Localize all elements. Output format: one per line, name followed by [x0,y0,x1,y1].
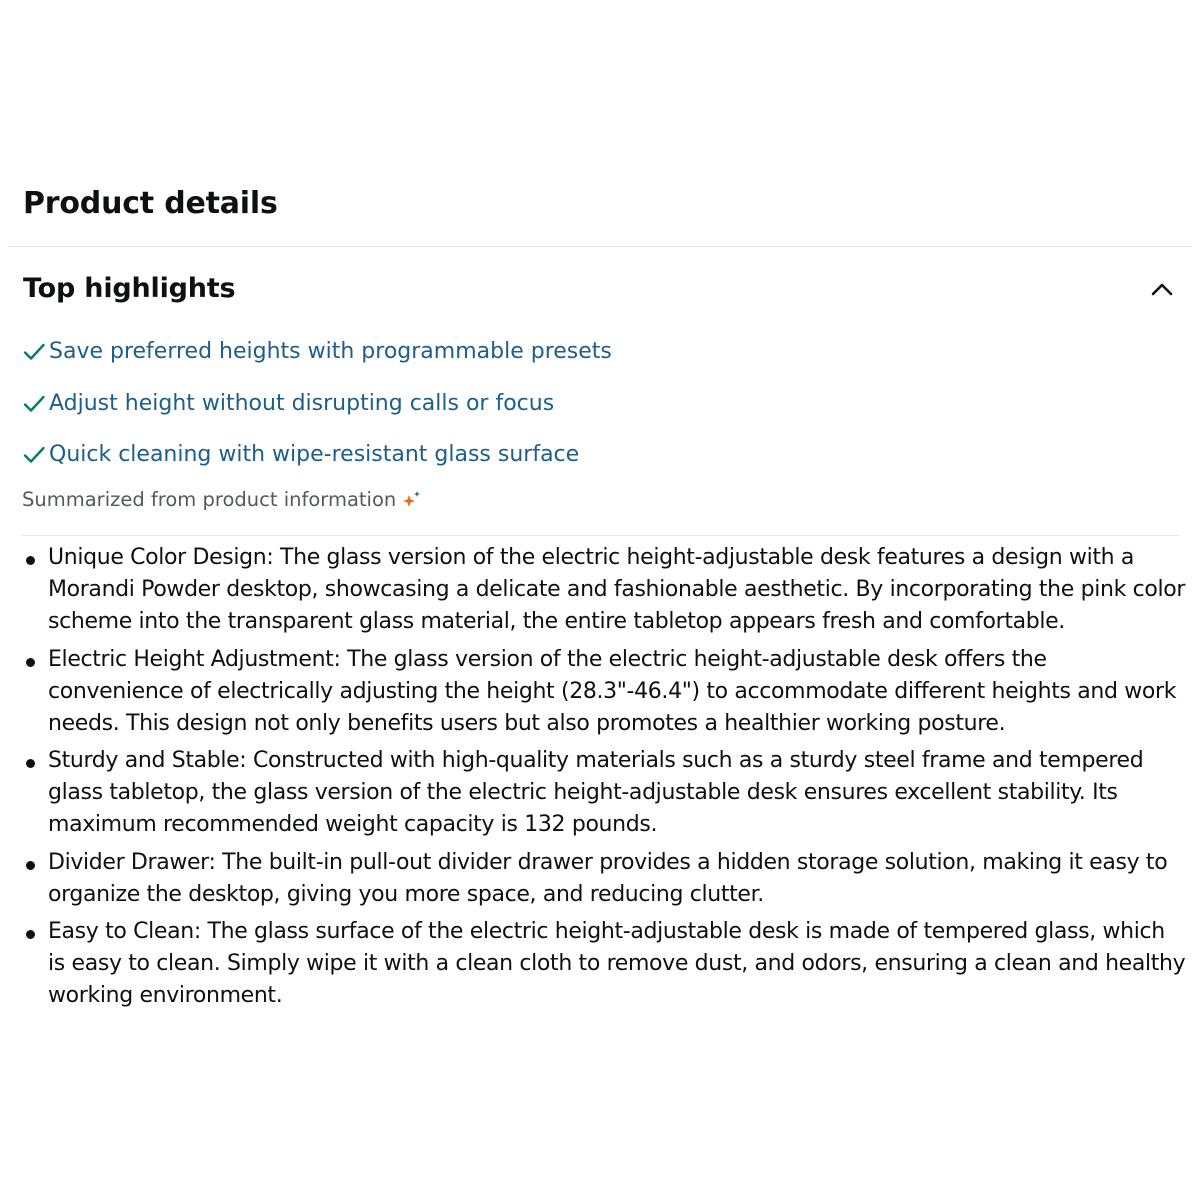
bullet-text: Easy to Clean: The glass surface of the electric height-adjustable desk is made of tempered glass, which is easy to clean. Simply wipe it with a clean cloth to remove dust, and odors, ensuring a clean and healthy working environment. [48,919,1186,1008]
summary-note-text: Summarized from product information [22,488,397,511]
bullet-item [22,847,1187,911]
bullet-item [22,916,1187,1012]
bullet-dot [26,556,35,565]
highlight-text[interactable]: Quick cleaning with wipe-resistant glass surface [49,442,580,467]
chevron-up-icon [1151,282,1173,296]
sparkle-icon [401,489,423,511]
top-highlights-title: Top highlights [23,273,236,304]
bullet-dot [26,759,35,768]
top-highlights-header[interactable] [23,268,1173,312]
collapse-toggle-button[interactable] [1145,272,1179,306]
highlight-item[interactable] [22,336,612,388]
highlight-text[interactable]: Save preferred heights with programmable presets [49,339,612,364]
product-details-title: Product details [23,186,278,221]
highlight-item[interactable] [22,439,612,491]
bullet-text: Electric Height Adjustment: The glass version of the electric height-adjustable desk offers the convenience of electrically adjusting the height (28.3"-46.4") to accommodate different heights and work needs. This design not only benefits users but also promotes a healthier working posture. [48,646,1177,736]
highlight-list [22,336,612,491]
highlight-item[interactable] [22,388,612,440]
bullet-item [22,745,1187,841]
highlights-divider [22,535,1179,536]
summary-note [22,488,423,511]
bullet-text: Sturdy and Stable: Constructed with high-quality materials such as a sturdy steel frame and tempered glass tabletop, the glass version of the electric height-adjustable desk ensures excellent stability. Its maximum recommended weight capacity is 132 pounds. [48,748,1144,837]
section-divider [8,246,1192,247]
bullet-text: Unique Color Design: The glass version of the electric height-adjustable desk features a design with a Morandi Powder desktop, showcasing a delicate and fashionable aesthetic. By incorporating the pink color scheme into the transparent glass material, the entire tabletop appears fresh and comfortable. [48,545,1186,634]
check-icon [22,392,46,416]
bullet-item [22,644,1187,740]
check-icon [22,340,46,364]
bullet-item [22,542,1187,638]
bullet-dot [26,930,35,939]
bullet-dot [26,861,35,870]
highlight-text[interactable]: Adjust height without disrupting calls or focus [49,390,555,416]
bullet-text: Divider Drawer: The built-in pull-out divider drawer provides a hidden storage solution, making it easy to organize the desktop, giving you more space, and reducing clutter. [48,849,1168,907]
check-icon [22,443,46,467]
bullet-dot [26,658,35,667]
about-item-bullets [22,542,1187,1018]
